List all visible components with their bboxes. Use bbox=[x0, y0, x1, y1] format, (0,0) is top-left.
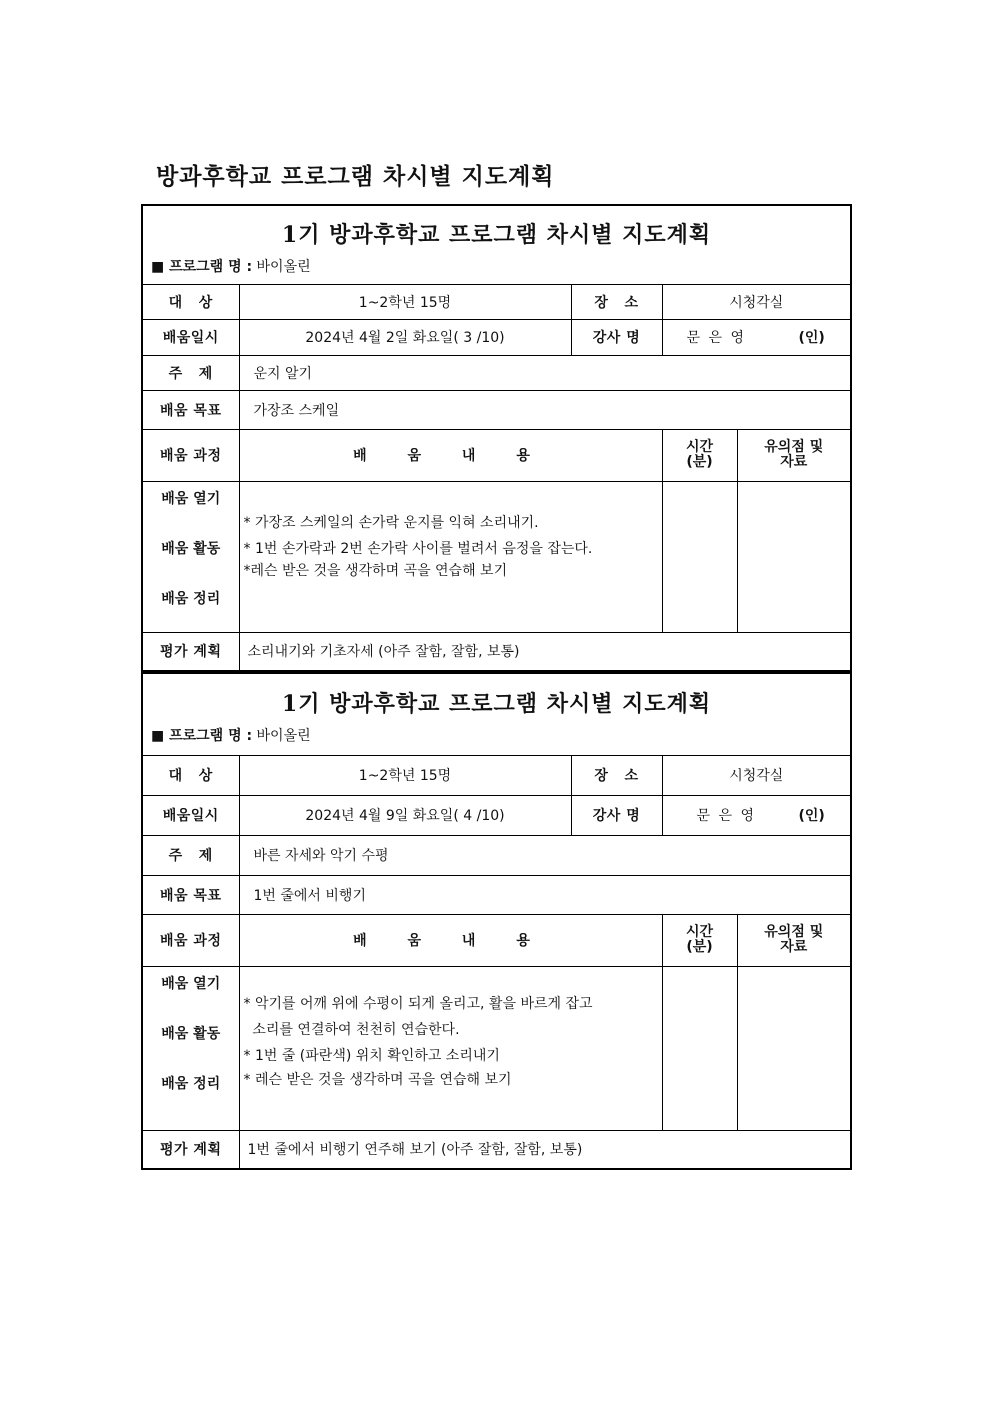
teacher-label: 강사 명 bbox=[571, 795, 662, 835]
step-wrapup: 배움 정리 bbox=[161, 590, 221, 607]
process-label: 배움 과정 bbox=[143, 914, 239, 966]
notes-header-line2: 자료 bbox=[780, 454, 808, 470]
target-value: 1~2학년 15명 bbox=[239, 755, 571, 795]
notes-cell bbox=[737, 481, 850, 632]
time-header-line2: (분) bbox=[686, 454, 713, 470]
target-label: 대 상 bbox=[143, 284, 239, 319]
lesson-plan-1 bbox=[141, 204, 852, 672]
program-name: 바이올린 bbox=[256, 728, 311, 745]
time-header-line1: 시간 bbox=[685, 439, 714, 455]
place-value: 시청각실 bbox=[662, 284, 850, 319]
program-name-line bbox=[143, 252, 850, 279]
step-open: 배움 열기 bbox=[161, 490, 221, 507]
notes-header-line2: 자료 bbox=[780, 939, 808, 955]
teacher-label: 강사 명 bbox=[571, 319, 662, 355]
steps-cell bbox=[143, 966, 239, 1130]
content-line: 소리를 연결하여 천천히 연습한다. bbox=[243, 1021, 460, 1038]
eval-value: 1번 줄에서 비행기 연주해 보기 (아주 잘함, 잘함, 보통) bbox=[239, 1130, 850, 1168]
date-label: 배움일시 bbox=[143, 319, 239, 355]
eval-label: 평가 계획 bbox=[143, 632, 239, 670]
notes-header bbox=[737, 429, 850, 481]
content-cell bbox=[239, 481, 662, 632]
place-value: 시청각실 bbox=[662, 755, 850, 795]
eval-value: 소리내기와 기초자세 (아주 잘함, 잘함, 보통) bbox=[239, 632, 850, 670]
step-wrapup: 배움 정리 bbox=[161, 1075, 221, 1092]
content-line: * 1번 손가락과 2번 손가락 사이를 벌려서 음정을 잡는다. bbox=[243, 540, 593, 557]
date-label: 배움일시 bbox=[143, 795, 239, 835]
topic-label: 주 제 bbox=[143, 355, 239, 390]
goal-label: 배움 목표 bbox=[143, 390, 239, 429]
content-header: 배 움 내 용 bbox=[239, 914, 662, 966]
teacher-cell bbox=[662, 795, 850, 835]
program-name: 바이올린 bbox=[256, 258, 311, 275]
program-name-line bbox=[143, 721, 850, 748]
seal-mark: (인) bbox=[798, 330, 825, 346]
step-activity: 배움 활동 bbox=[161, 540, 221, 557]
goal-value: 1번 줄에서 비행기 bbox=[239, 875, 850, 914]
program-label: ■ 프로그램 명 : bbox=[151, 728, 253, 745]
target-value: 1~2학년 15명 bbox=[239, 284, 571, 319]
plan-header bbox=[143, 674, 850, 755]
date-value: 2024년 4월 9일 화요일( 4 /10) bbox=[239, 795, 571, 835]
content-header: 배 움 내 용 bbox=[239, 429, 662, 481]
time-cell bbox=[662, 481, 737, 632]
notes-header-line1: 유의점 및 bbox=[764, 439, 824, 455]
program-label: ■ 프로그램 명 : bbox=[151, 258, 253, 275]
plan-header bbox=[143, 206, 850, 284]
time-header bbox=[662, 914, 737, 966]
lesson-plan-2 bbox=[141, 672, 852, 1170]
document-title: 방과후학교 프로그램 차시별 지도계획 bbox=[156, 164, 555, 190]
topic-label: 주 제 bbox=[143, 835, 239, 875]
topic-value: 바른 자세와 악기 수평 bbox=[239, 835, 850, 875]
notes-cell bbox=[737, 966, 850, 1130]
place-label: 장 소 bbox=[571, 284, 662, 319]
teacher-value: 문 은 영 bbox=[686, 330, 746, 346]
time-header-line1: 시간 bbox=[685, 924, 714, 940]
teacher-value: 문 은 영 bbox=[696, 808, 756, 824]
eval-label: 평가 계획 bbox=[143, 1130, 239, 1168]
date-value: 2024년 4월 2일 화요일( 3 /10) bbox=[239, 319, 571, 355]
time-header bbox=[662, 429, 737, 481]
notes-header bbox=[737, 914, 850, 966]
plan-title: 1기 방과후학교 프로그램 차시별 지도계획 bbox=[281, 221, 712, 248]
seal-mark: (인) bbox=[798, 808, 825, 824]
step-activity: 배움 활동 bbox=[161, 1025, 221, 1042]
content-line: *레슨 받은 것을 생각하며 곡을 연습해 보기 bbox=[243, 562, 508, 579]
place-label: 장 소 bbox=[571, 755, 662, 795]
teacher-cell bbox=[662, 319, 850, 355]
notes-header-line1: 유의점 및 bbox=[764, 924, 824, 940]
time-cell bbox=[662, 966, 737, 1130]
time-header-line2: (분) bbox=[686, 939, 713, 955]
goal-label: 배움 목표 bbox=[143, 875, 239, 914]
goal-value: 가장조 스케일 bbox=[239, 390, 850, 429]
content-line: * 1번 줄 (파란색) 위치 확인하고 소리내기 bbox=[243, 1047, 500, 1064]
target-label: 대 상 bbox=[143, 755, 239, 795]
topic-value: 운지 알기 bbox=[239, 355, 850, 390]
content-cell bbox=[239, 966, 662, 1130]
process-label: 배움 과정 bbox=[143, 429, 239, 481]
content-line: * 악기를 어깨 위에 수평이 되게 올리고, 활을 바르게 잡고 bbox=[243, 995, 593, 1012]
content-line: * 가장조 스케일의 손가락 운지를 익혀 소리내기. bbox=[243, 514, 539, 531]
step-open: 배움 열기 bbox=[161, 975, 221, 992]
steps-cell bbox=[143, 481, 239, 632]
content-line: * 레슨 받은 것을 생각하며 곡을 연습해 보기 bbox=[243, 1071, 512, 1088]
plan-title: 1기 방과후학교 프로그램 차시별 지도계획 bbox=[281, 691, 712, 718]
